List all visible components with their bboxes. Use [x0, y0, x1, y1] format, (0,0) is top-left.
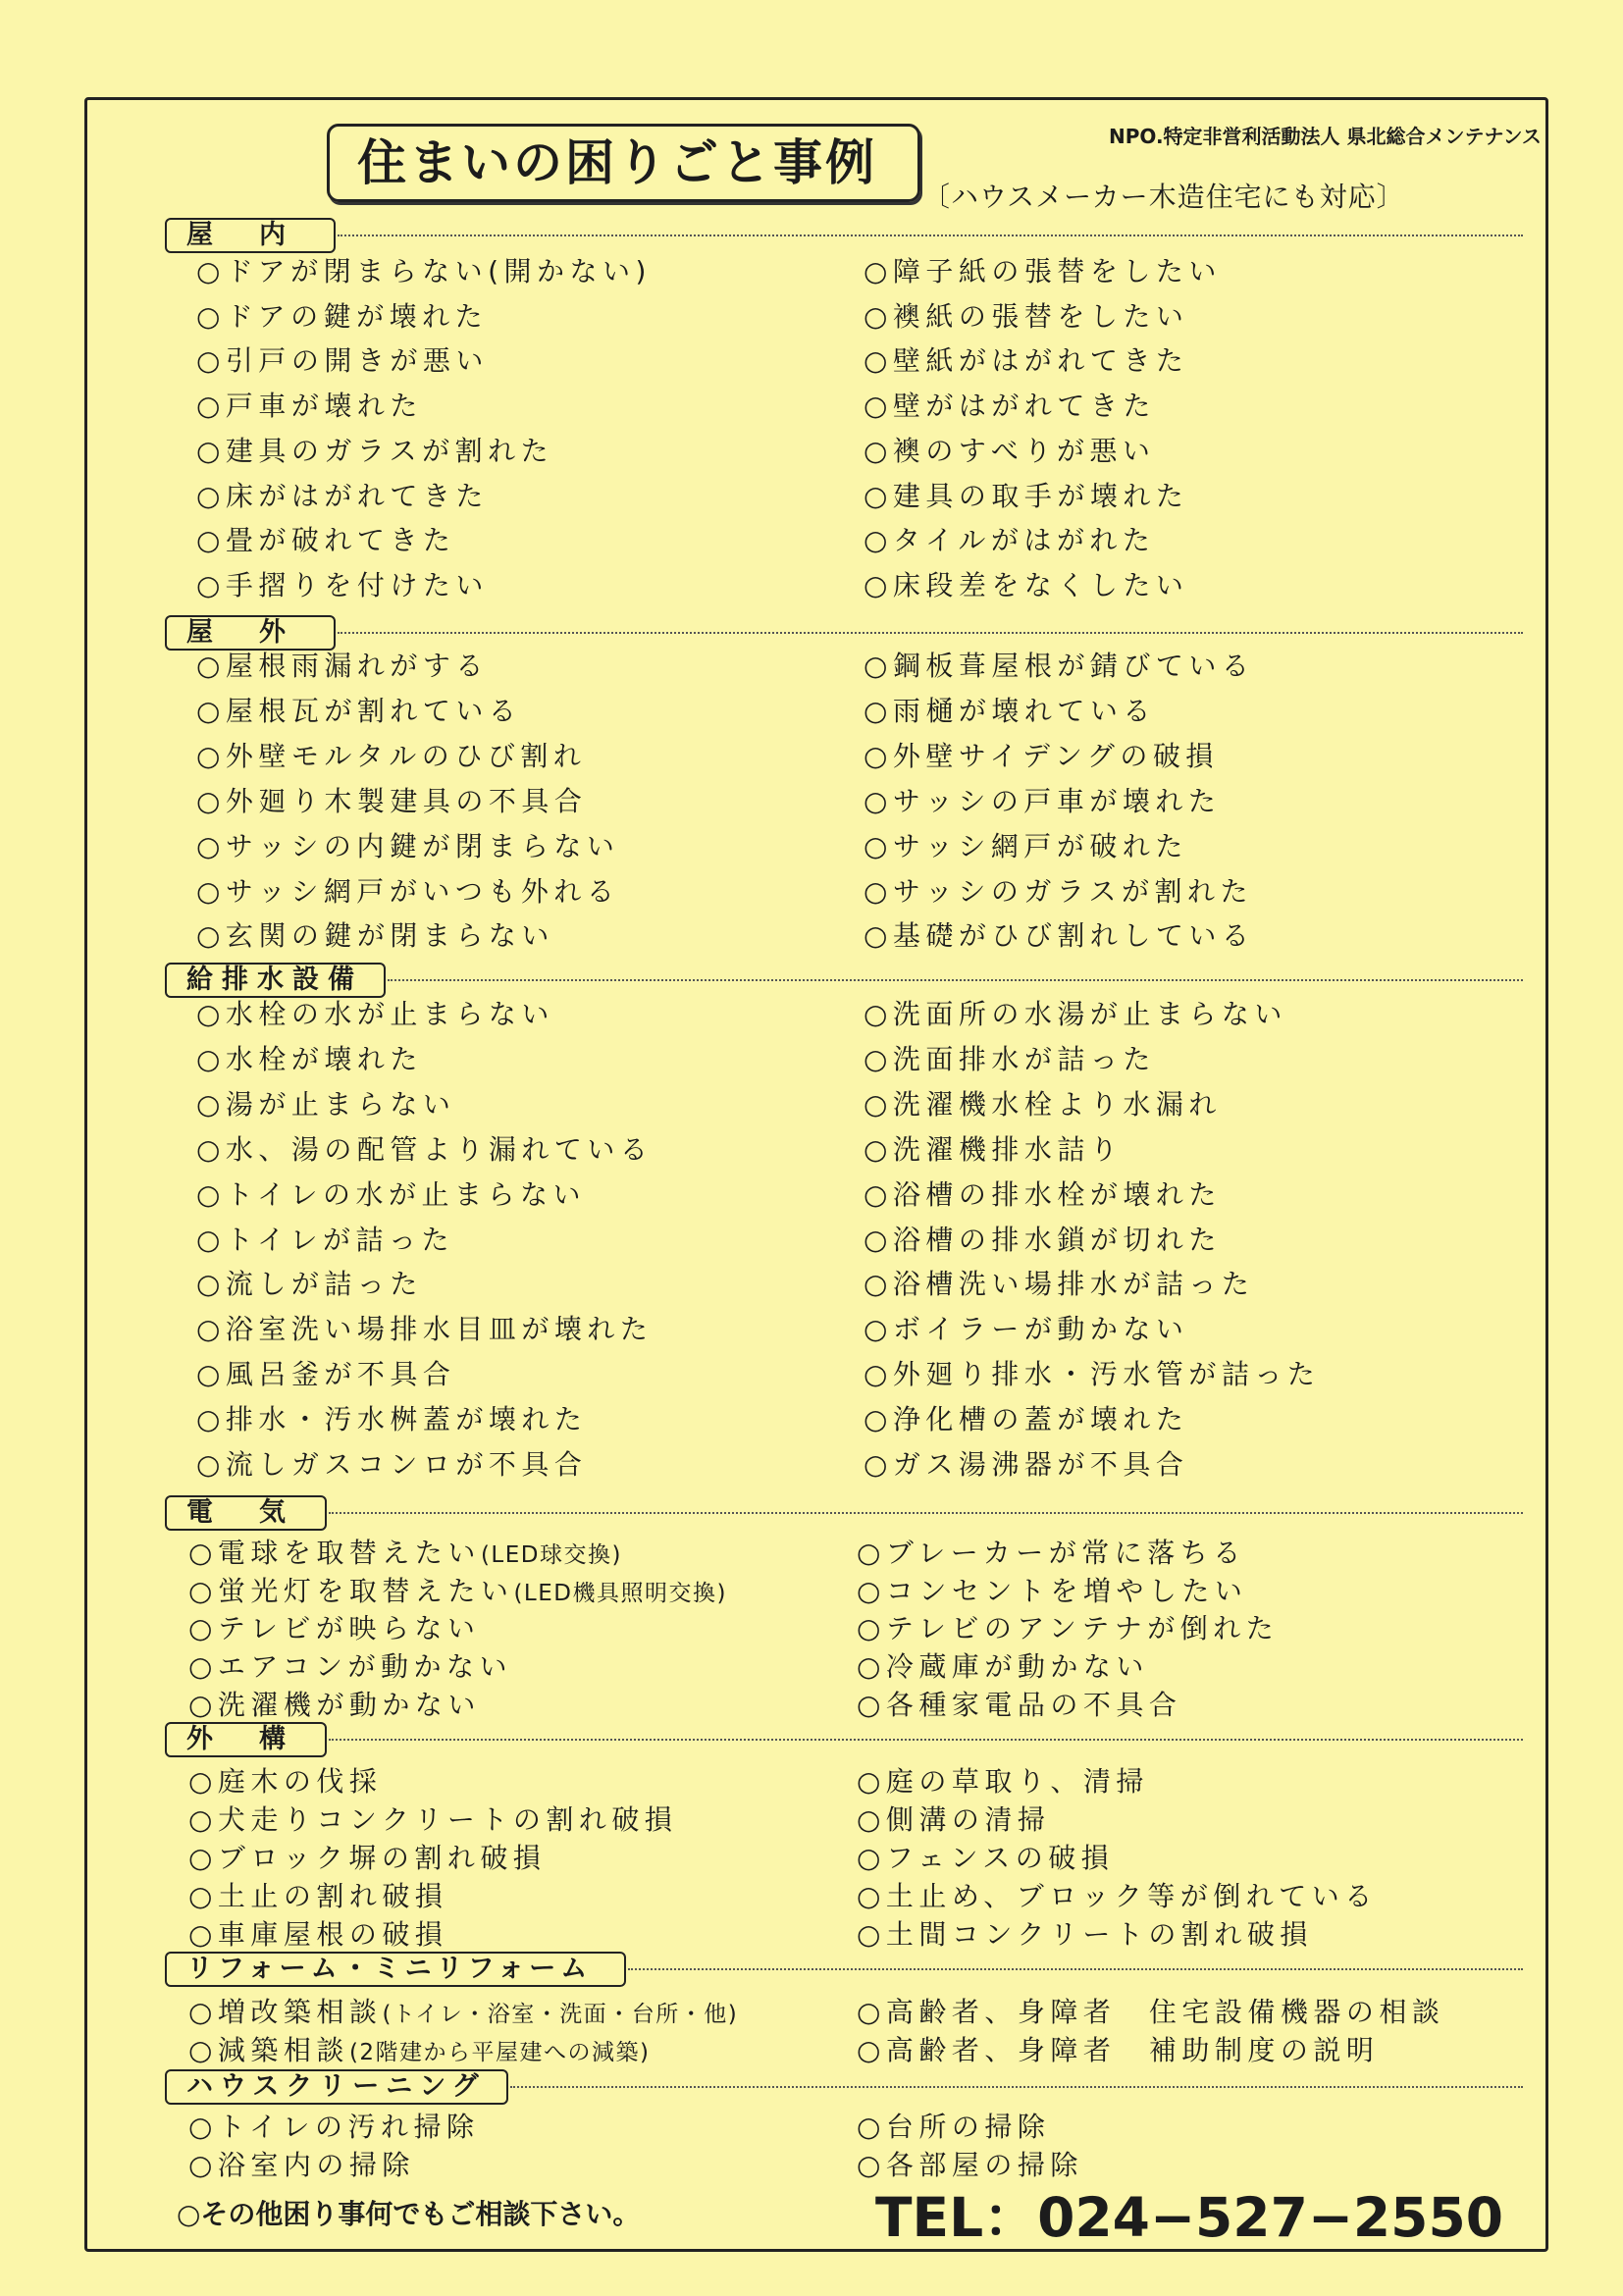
list-item-text: ○増改築相談 [188, 1996, 383, 2028]
telephone-number: TEL：024−527−2550 [875, 2186, 1503, 2249]
title-box [327, 124, 920, 202]
list-item: ○タイルがはがれた [864, 524, 1156, 556]
list-item: ○浴槽洗い場排水が詰った [864, 1268, 1255, 1300]
list-item: ○車庫屋根の破損 [188, 1918, 448, 1951]
list-item: ○エアコンが動かない [188, 1650, 513, 1683]
list-item: ○建具のガラスが割れた [196, 435, 554, 467]
list-item: ○建具の取手が壊れた [864, 480, 1189, 512]
list-item: ○トイレが詰った [196, 1224, 455, 1256]
list-item: ○水栓の水が止まらない [196, 998, 554, 1030]
list-item: ○壁がはがれてきた [864, 390, 1156, 422]
list-item: ○流しが詰った [196, 1268, 423, 1300]
list-item: ○台所の掃除 [857, 2111, 1051, 2143]
list-item: ○ブレーカーが常に落ちる [857, 1537, 1246, 1569]
section-label: 電 気 [165, 1495, 327, 1531]
list-item: ○浄化槽の蓋が壊れた [864, 1403, 1189, 1435]
list-item: ○玄関の鍵が閉まらない [196, 919, 554, 952]
list-item: ○トイレの水が止まらない [196, 1178, 587, 1211]
list-item: ○土止の割れ破損 [188, 1880, 448, 1912]
list-item [188, 2034, 651, 2069]
list-item: ○側溝の清掃 [857, 1803, 1051, 1836]
list-item: ○湯が止まらない [196, 1088, 456, 1121]
list-item: ○洗面所の水湯が止まらない [864, 998, 1287, 1030]
section-label: 屋 内 [165, 218, 336, 253]
list-item-note: (2階建から平屋建への減築) [348, 2040, 651, 2065]
section-label: リフォーム・ミニリフォーム [165, 1952, 626, 1987]
list-item: ○浴槽の排水栓が壊れた [864, 1178, 1222, 1211]
dotted-divider [388, 979, 1523, 981]
dotted-divider [338, 235, 1523, 236]
list-item: ○外廻り木製建具の不具合 [196, 785, 588, 817]
list-item: ○サッシ網戸がいつも外れる [196, 875, 620, 908]
list-item: ○畳が破れてきた [196, 524, 456, 556]
list-item: ○鋼板葺屋根が錆びている [864, 650, 1255, 682]
list-item: ○土止め、ブロック等が倒れている [857, 1880, 1378, 1912]
dotted-divider [329, 1512, 1523, 1514]
list-item-text: ○減築相談 [188, 2034, 349, 2066]
list-item: ○サッシの戸車が壊れた [864, 785, 1222, 817]
dotted-divider [628, 1968, 1523, 1970]
footer-note: ○その他困り事何でもご相談下さい。 [177, 2198, 641, 2230]
list-item-note: (LED機具照明交換) [513, 1581, 727, 1606]
list-item: ○水、湯の配管より漏れている [196, 1133, 654, 1166]
dotted-divider [329, 1739, 1523, 1741]
list-item: ○犬走りコンクリートの割れ破損 [188, 1803, 678, 1836]
list-item: ○浴槽の排水鎖が切れた [864, 1224, 1222, 1256]
list-item: ○高齢者、身障者 住宅設備機器の相談 [857, 1996, 1445, 2028]
list-item: ○襖のすべりが悪い [864, 435, 1156, 467]
list-item: ○冷蔵庫が動かない [857, 1650, 1149, 1683]
list-item [188, 1537, 622, 1572]
list-item-text: ○電球を取替えたい [188, 1537, 481, 1569]
section-label: ハウスクリーニング [165, 2069, 508, 2105]
list-item: ○土間コンクリートの割れ破損 [857, 1918, 1313, 1951]
list-item: ○風呂釜が不具合 [196, 1358, 456, 1390]
organization-name: NPO.特定非営利活動法人 県北総合メンテナンス [1109, 125, 1542, 148]
list-item: ○基礎がひび割れしている [864, 919, 1255, 952]
list-item: ○外壁モルタルのひび割れ [196, 740, 587, 772]
list-item: ○コンセントを増やしたい [857, 1575, 1248, 1607]
list-item: ○戸車が壊れた [196, 390, 423, 422]
list-item: ○フェンスの破損 [857, 1842, 1115, 1874]
section-label: 外 構 [165, 1722, 327, 1757]
list-item: ○ガス湯沸器が不具合 [864, 1448, 1189, 1481]
list-item: ○障子紙の張替をしたい [864, 255, 1222, 287]
list-item: ○各部屋の掃除 [857, 2149, 1083, 2181]
list-item: ○洗濯機水栓より水漏れ [864, 1088, 1222, 1121]
list-item: ○洗濯機が動かない [188, 1689, 481, 1721]
list-item: ○各種家電品の不具合 [857, 1689, 1182, 1721]
list-item-note: (LED球交換) [480, 1542, 622, 1568]
list-item: ○水栓が壊れた [196, 1043, 423, 1075]
list-item: ○床がはがれてきた [196, 480, 489, 512]
list-item: ○手摺りを付けたい [196, 569, 489, 601]
list-item [188, 1996, 738, 2031]
list-item-note: (トイレ・浴室・洗面・台所・他) [382, 2002, 739, 2027]
section-label: 給排水設備 [165, 963, 386, 998]
list-item: ○流しガスコンロが不具合 [196, 1448, 588, 1481]
list-item: ○テレビのアンテナが倒れた [857, 1612, 1280, 1644]
list-item: ○サッシの内鍵が閉まらない [196, 830, 620, 862]
section-label: 屋 外 [165, 615, 336, 651]
list-item: ○外廻り排水・汚水管が詰った [864, 1358, 1321, 1390]
list-item: ○屋根雨漏れがする [196, 650, 489, 682]
list-item: ○ドアの鍵が壊れた [196, 300, 489, 333]
list-item [188, 1575, 727, 1610]
subtitle: 〔ハウスメーカー木造住宅にも対応〕 [922, 181, 1405, 213]
page-title: 住まいの困りごと事例 [357, 134, 877, 191]
list-item: ○ボイラーが動かない [864, 1313, 1189, 1345]
list-item: ○ドアが閉まらない(開かない) [196, 255, 652, 287]
list-item: ○庭木の伐採 [188, 1765, 383, 1798]
list-item: ○高齢者、身障者 補助制度の説明 [857, 2034, 1380, 2066]
list-item: ○ブロック塀の割れ破損 [188, 1842, 547, 1874]
list-item: ○引戸の開きが悪い [196, 344, 489, 377]
list-item: ○排水・汚水桝蓋が壊れた [196, 1403, 588, 1435]
list-item: ○サッシ網戸が破れた [864, 830, 1188, 862]
list-item: ○洗濯機排水詰り [864, 1133, 1124, 1166]
list-item: ○トイレの汚れ掃除 [188, 2111, 480, 2143]
list-item: ○襖紙の張替をしたい [864, 300, 1189, 333]
list-item: ○テレビが映らない [188, 1612, 481, 1644]
list-item: ○洗面排水が詰った [864, 1043, 1156, 1075]
dotted-divider [510, 2086, 1523, 2088]
list-item: ○サッシのガラスが割れた [864, 875, 1254, 908]
list-item: ○雨樋が壊れている [864, 695, 1156, 727]
list-item-text: ○蛍光灯を取替えたい [188, 1575, 514, 1607]
list-item: ○屋根瓦が割れている [196, 695, 522, 727]
list-item: ○壁紙がはがれてきた [864, 344, 1189, 377]
list-item: ○床段差をなくしたい [864, 569, 1189, 601]
list-item: ○浴室内の掃除 [188, 2149, 415, 2181]
list-item: ○浴室洗い場排水目皿が壊れた [196, 1313, 654, 1345]
list-item: ○庭の草取り、清掃 [857, 1765, 1149, 1798]
list-item: ○外壁サイデングの破損 [864, 740, 1219, 772]
dotted-divider [338, 632, 1523, 634]
